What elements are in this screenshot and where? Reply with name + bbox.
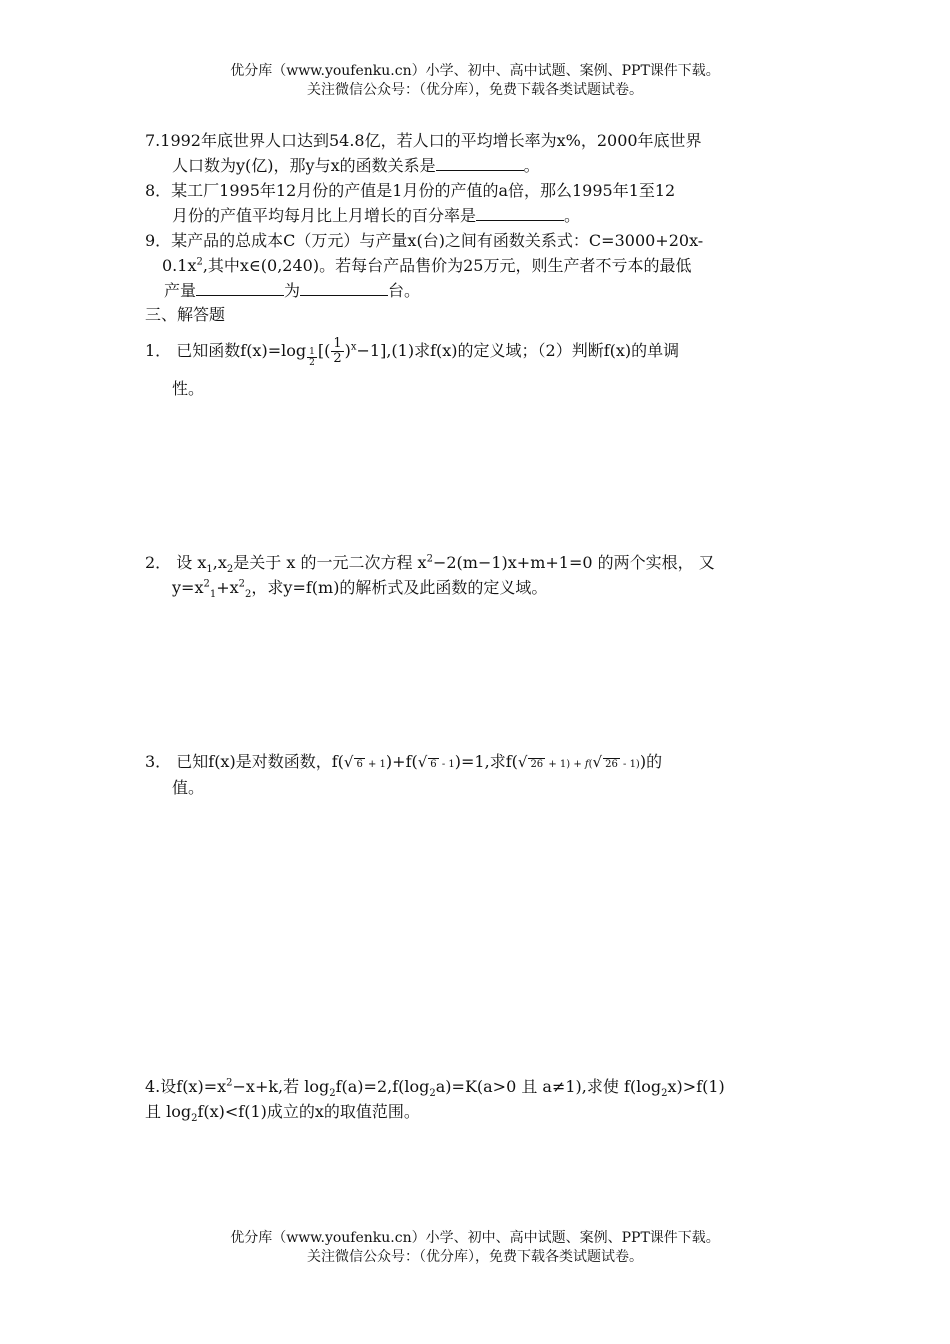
s4-l2-b: f(x)<f(1)成立的x的取值范围。 [197, 1102, 420, 1121]
s2-l2-sub1: 1 [209, 589, 217, 601]
s1-fraction-den: 2 [333, 351, 342, 366]
s3-line-2: 值。 [172, 778, 205, 797]
s1-text-d: −1],(1)求f(x)的定义域；（2）判断f(x)的单调 [356, 341, 680, 360]
s1-log-base-fraction [307, 347, 317, 368]
s3-radicand-2: 6 [430, 759, 437, 770]
s2-l2-sub2: 2 [245, 589, 252, 601]
s3-plus-1: + 1 [364, 759, 386, 770]
s1-line-2: 性。 [172, 379, 205, 398]
header-line-2: 关注微信公众号：（优分库），免费下载各类试题试卷。 [307, 82, 643, 98]
s4-sub-1: 2 [329, 1088, 336, 1100]
s2-sup-1: 2 [426, 553, 433, 565]
s4-sub-3: 2 [661, 1088, 668, 1100]
q9-line-1: 9．某产品的总成本C（万元）与产量x(台)之间有函数关系式：C=3000+20x- [145, 231, 704, 250]
q9-line-2-b: ,其中x∈(0,240)。若每台产品售价为25万元，则生产者不亏本的最低 [202, 256, 692, 275]
footer-line-1: 优分库（www.youfenku.cn）小学、初中、高中试题、案例、PPT课件下载。 [230, 1230, 720, 1246]
q9-blank-1 [196, 280, 284, 296]
s1-text-b: [( [317, 341, 331, 360]
s2-text-d: −2(m−1)x+m+1=0 的两个实根， 又 [432, 553, 715, 572]
footer-line-2: 关注微信公众号：（优分库），免费下载各类试题试卷。 [307, 1249, 643, 1265]
s2-text-c: 是关于 x 的一元二次方程 x [233, 553, 427, 572]
s4-line-2 [145, 1099, 420, 1124]
q9-line-3-c: 台。 [388, 281, 421, 300]
q9-square: 2 [196, 256, 203, 268]
s2-text-b: ,x [212, 553, 227, 572]
s3-plus-2: + 1) + [545, 759, 585, 770]
s3-text-c: )=1,求f( [454, 752, 518, 771]
q7-line-2-end: 。 [523, 156, 540, 175]
s2-line-2 [172, 575, 547, 600]
sqrt-icon: √ [592, 753, 603, 771]
s2-sub-2: 2 [226, 564, 234, 576]
s4-sub-2: 2 [429, 1088, 436, 1100]
q8-line-2-end: 。 [564, 206, 581, 225]
q7-line-1: 7.1992年底世界人口达到54.8亿，若人口的平均增长率为x%，2000年底世界 [145, 131, 702, 150]
q9-line-3-b: 为 [284, 281, 301, 300]
s2-text-a: 2． 设 x [145, 553, 207, 572]
s3-expr-1 [343, 753, 386, 771]
q8-line-2 [172, 203, 580, 226]
q9-line-2-a: 0.1x [162, 256, 197, 275]
s2-l2-sup2: 2 [238, 578, 246, 590]
s1-log-base-num: 1 [309, 347, 315, 357]
page-footer [0, 1229, 950, 1267]
s2-l2-b: +x [216, 578, 239, 597]
sqrt-icon: √ [417, 753, 428, 771]
s1-fraction [331, 337, 343, 366]
s4-l2-a: 且 log [145, 1102, 192, 1121]
s4-line-1 [145, 1074, 725, 1099]
s1-line-1 [145, 337, 679, 368]
s4-l2-sub: 2 [191, 1113, 198, 1125]
q8-line-1: 8．某工厂1995年12月份的产值是1月份的产值的a倍，那么1995年1至12 [145, 181, 676, 200]
s1-text-c: ) [344, 341, 351, 360]
s3-minus-2: - 1) [619, 759, 640, 770]
s3-text-a: 3． 已知f(x)是对数函数，f( [145, 752, 344, 771]
s4-sup: 2 [226, 1077, 233, 1089]
s1-exponent: x [350, 341, 357, 353]
header-line-1: 优分库（www.youfenku.cn）小学、初中、高中试题、案例、PPT课件下载。 [230, 63, 720, 79]
s2-sub-1: 1 [206, 564, 213, 576]
s3-radicand-4: 26 [605, 759, 618, 770]
page-header [0, 62, 950, 100]
q8-answer-blank [476, 205, 564, 221]
section-3-title: 三、解答题 [145, 305, 226, 324]
s3-radicand-3: 26 [530, 759, 544, 770]
q9-blank-2 [300, 280, 388, 296]
s3-text-d: ( [588, 759, 593, 770]
sqrt-icon: √ [343, 753, 354, 771]
s4-text-d: a)=K(a>0 且 a≠1),求使 f(log [435, 1077, 662, 1096]
q7-line-2 [172, 153, 540, 176]
s3-text-b: )+f( [385, 752, 418, 771]
s3-text-e: )的 [639, 752, 663, 771]
s3-f-italic: f [584, 759, 589, 770]
q8-line-2-text: 月份的产值平均每月比上月增长的百分率是 [172, 206, 477, 225]
s4-text-b: −x+k,若 log [232, 1077, 330, 1096]
q9-line-3-a: 产量 [164, 281, 197, 300]
q7-line-2-text: 人口数为y(亿)，那y与x的函数关系是 [172, 156, 436, 175]
s1-log-base-den: 2 [309, 358, 315, 368]
s2-l2-a: y=x [172, 578, 204, 597]
s3-expr-2 [417, 753, 455, 771]
s4-text-a: 4.设f(x)=x [145, 1077, 227, 1096]
s1-fraction-num: 1 [333, 336, 342, 351]
sqrt-icon: √ [517, 753, 528, 771]
q7-answer-blank [436, 155, 524, 171]
s1-text-a: 1． 已知函数f(x)=log [145, 341, 307, 360]
s3-line-1 [145, 749, 662, 772]
s3-radicand-1: 6 [356, 759, 363, 770]
s4-text-e: x)>f(1) [667, 1077, 725, 1096]
s2-line-1 [145, 550, 715, 575]
q9-line-3 [164, 278, 420, 301]
s4-text-c: f(a)=2,f(log [335, 1077, 430, 1096]
s3-expr-3 [517, 753, 640, 771]
q9-line-2 [162, 253, 691, 276]
s2-l2-sup1: 2 [203, 578, 210, 590]
s3-minus-1: - 1 [438, 759, 455, 770]
s2-l2-c: ，求y=f(m)的解析式及此函数的定义域。 [251, 578, 548, 597]
